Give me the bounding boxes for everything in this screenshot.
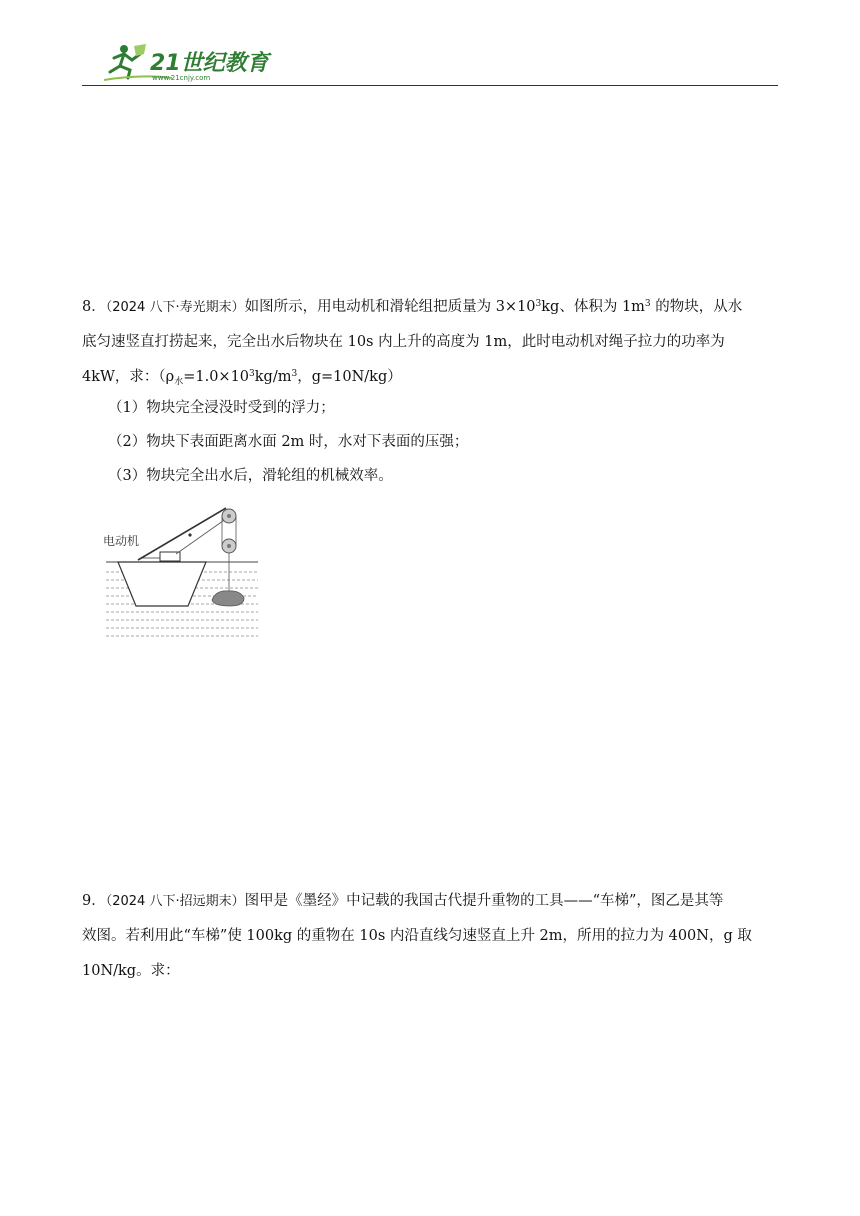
logo-21cnjy: [102, 40, 272, 84]
question-9-line-2: 效图。若利用此“车梯”使 100kg 的重物在 10s 内沿直线匀速竖直上升 2m，所用的拉力为 400N，g 取: [82, 928, 752, 944]
question-8-sub-3: （3）物块完全出水后，滑轮组的机械效率。: [108, 468, 393, 484]
question-8: [82, 290, 782, 395]
question-source: （2024 八下·招远期末）: [105, 894, 245, 909]
question-9: [82, 884, 782, 989]
question-number: 9．: [82, 893, 106, 909]
question-8-sub-1: （1）物块完全浸没时受到的浮力；: [108, 400, 335, 416]
pulley-figure: [98, 496, 263, 641]
question-8-line-1: 8．（2024 八下·寿光期末）如图所示，用电动机和滑轮组把质量为 $3\times 10^3kg$、体积为 $1m^3$ 的物块，从水: [82, 299, 743, 315]
svg-text:www.21cnjy.com: www.21cnjy.com: [152, 74, 211, 82]
question-8-sub-2: （2）物块下表面距离水面 2m 时，水对下表面的压强；: [108, 434, 469, 450]
question-8-line-2: 底匀速竖直打捞起来，完全出水后物块在 10s 内上升的高度为 1m，此时电动机对绳子拉力的功率为: [82, 334, 725, 350]
svg-text:21世纪教育: 21世纪教育: [150, 51, 269, 76]
question-source: （2024 八下·寿光期末）: [105, 300, 245, 315]
question-9-line-1: 9．（2024 八下·招远期末）图甲是《墨经》中记载的我国古代提升重物的工具——“车梯”，图乙是其等: [82, 893, 724, 909]
header-divider: [82, 85, 778, 86]
question-9-line-3: 10N/kg。求：: [82, 963, 180, 979]
question-8-line-3: 4kW，求：（$\rho_水=1.0\times 10^3kg/m^3$，g=10N/kg）: [82, 369, 402, 387]
pulley-diagram: [98, 496, 263, 641]
page-header: [82, 38, 778, 86]
motor-label: 电动机: [103, 534, 140, 548]
question-number: 8．: [82, 299, 106, 315]
